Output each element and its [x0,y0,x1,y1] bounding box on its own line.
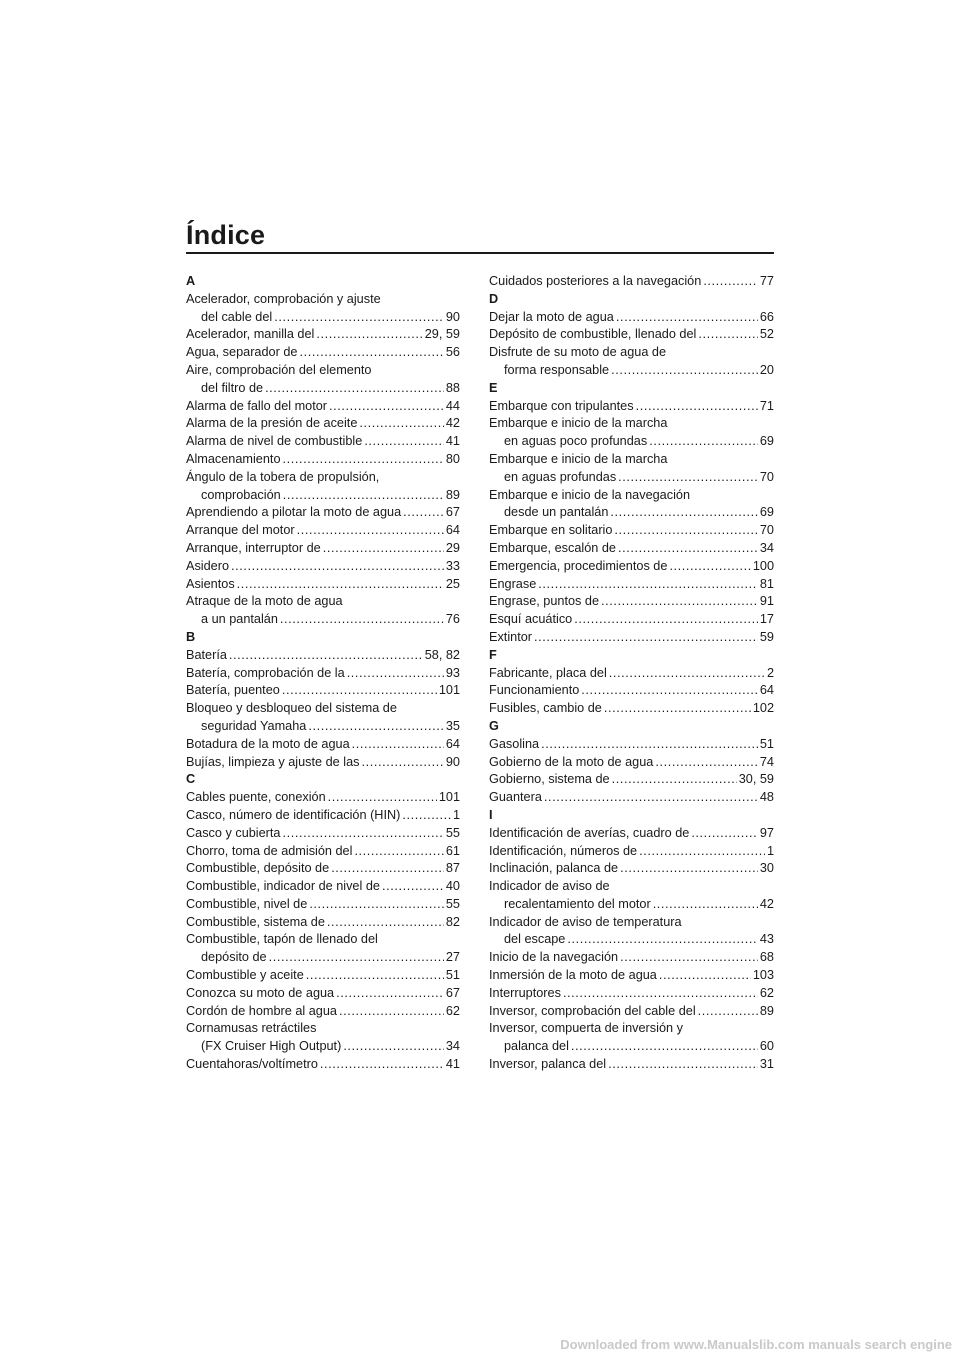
index-page-number: 87 [445,861,460,876]
index-page-number: 101 [438,790,460,805]
index-entry-text: Inversor, comprobación del cable del [489,1003,696,1018]
leader-dots [265,380,444,398]
leader-dots [618,469,758,487]
index-entry-text: Combustible y aceite [186,968,304,983]
index-entry [489,949,774,967]
index-entry-text: Emergencia, procedimientos de [489,558,668,573]
index-entry-text: Gobierno de la moto de agua [489,754,654,769]
leader-dots [299,344,443,362]
index-page-number: 71 [759,398,774,413]
index-entry-heading: Acelerador, comprobación y ajuste [186,291,381,306]
index-entry [489,1003,774,1021]
index-entry [186,896,460,914]
leader-dots [608,1056,758,1074]
index-entry [489,843,774,861]
index-entry-text: Agua, separador de [186,345,298,360]
index-entry [186,504,460,522]
index-entry-text: Engrase [489,576,537,591]
index-entry-text: Combustible, depósito de [186,861,330,876]
index-page-number: 88 [445,380,460,395]
index-entry-text: Cuidados posteriores a la navegación [489,274,702,288]
index-entry-text: Gobierno, sistema de [489,772,610,787]
index-entry [186,825,460,843]
index-entry-text: depósito de [201,950,267,965]
title-rule [186,252,774,254]
index-entry-text: palanca del [504,1039,569,1054]
index-page-number: 27 [445,950,460,965]
index-page-number: 76 [445,612,460,627]
index-entry [489,433,774,451]
leader-dots [618,540,758,558]
leader-dots [231,558,444,576]
index-page-number: 102 [752,701,774,716]
index-entry [489,1056,774,1074]
index-entry-heading: Embarque e inicio de la marcha [489,451,668,466]
leader-dots [691,825,758,843]
index-entry [186,647,460,665]
leader-dots [283,487,444,505]
index-entry [489,309,774,327]
index-letter-heading: C [186,772,196,787]
leader-dots [659,967,751,985]
leader-dots [541,736,758,754]
index-entry-text: Aprendiendo a pilotar la moto de agua [186,505,402,520]
leader-dots [339,1003,444,1021]
index-page-number: 67 [445,505,460,520]
leader-dots [280,611,444,629]
index-entry [489,789,774,807]
index-entry-heading: Inversor, compuerta de inversión y [489,1021,683,1036]
index-letter-heading: D [489,291,499,306]
leader-dots [403,504,444,522]
leader-dots [359,415,443,433]
index-entry-text: Alarma de fallo del motor [186,398,328,413]
leader-dots [609,665,765,683]
page-title: Índice [186,220,266,250]
index-page-number: 17 [759,612,774,627]
index-entry [489,522,774,540]
index-page-number: 55 [445,825,460,840]
index-entry-text: Identificación de averías, cuadro de [489,825,690,840]
index-entry [186,398,460,416]
leader-dots [306,967,444,985]
leader-dots [611,362,758,380]
index-page-number: 31 [759,1057,774,1072]
leader-dots [571,1038,758,1056]
index-entry [489,825,774,843]
index-entry-text: (FX Cruiser High Output) [201,1039,342,1054]
leader-dots [283,825,444,843]
index-page-number: 74 [759,754,774,769]
index-entry-text: Identificación, números de [489,843,638,858]
leader-dots [274,309,444,327]
index-page-number: 64 [445,523,460,538]
index-page-number: 91 [759,594,774,609]
index-entry [186,967,460,985]
index-page-number: 70 [759,523,774,538]
index-page-number: 51 [759,736,774,751]
index-entry [489,576,774,594]
index-letter-heading: F [489,647,497,662]
index-entry [489,860,774,878]
index-entry-text: Batería [186,647,227,662]
index-entry-text: Conozca su moto de agua [186,985,335,1000]
index-entry-text: Dejar la moto de agua [489,309,614,324]
index-page-number: 64 [759,683,774,698]
index-entry-text: Bujías, limpieza y ajuste de las [186,754,360,769]
leader-dots [309,896,444,914]
index-entry-text: Guantera [489,790,542,805]
index-page-number: 42 [759,896,774,911]
index-entry-text: Batería, comprobación de la [186,665,345,680]
index-entry-text: Casco, número de identificación (HIN) [186,807,401,822]
index-page-number: 82 [445,914,460,929]
index-page-number: 56 [445,345,460,360]
leader-dots [331,860,444,878]
index-entry [186,665,460,683]
index-entry [489,469,774,487]
index-entry-heading: Atraque de la moto de agua [186,594,343,609]
leader-dots [282,682,437,700]
index-page-number: 34 [759,540,774,555]
index-entry-text: Botadura de la moto de agua [186,736,350,751]
index-entry [186,558,460,576]
leader-dots [534,629,758,647]
leader-dots [544,789,758,807]
index-entry-text: Fusibles, cambio de [489,701,602,716]
index-entry [489,593,774,611]
leader-dots [352,736,444,754]
index-entry-text: del cable del [201,309,273,324]
index-entry [186,326,460,344]
index-page-number: 66 [759,309,774,324]
index-entry [186,1038,460,1056]
index-entry [489,771,774,789]
index-page-number: 59 [759,629,774,644]
index-page-number: 64 [445,736,460,751]
index-entry-text: Funcionamiento [489,683,580,698]
leader-dots [563,985,758,1003]
index-page-number: 103 [752,968,774,983]
index-page-number: 77 [759,274,774,288]
leader-dots [323,540,444,558]
index-entry [186,949,460,967]
index-entry-text: Engrase, puntos de [489,594,600,609]
leader-dots [320,1056,444,1074]
index-entry-heading: Embarque e inicio de la marcha [489,416,668,431]
leader-dots [382,878,444,896]
index-entry-text: desde un pantalán [504,505,609,520]
index-letter-heading: A [186,274,196,288]
index-entry-text: Casco y cubierta [186,825,281,840]
leader-dots [581,682,758,700]
index-entry [489,362,774,380]
index-page-number: 61 [445,843,460,858]
index-page-number: 60 [759,1039,774,1054]
index-entry [186,878,460,896]
leader-dots [343,1038,444,1056]
index-page-number: 51 [445,968,460,983]
leader-dots [698,326,758,344]
index-page-number: 93 [445,665,460,680]
index-page-number: 1 [766,843,774,858]
index-entry-text: Asidero [186,558,230,573]
leader-dots [402,807,451,825]
index-page-number: 40 [445,879,460,894]
footer-watermark: Downloaded from www.Manualslib.com manuals search engine [560,1337,952,1352]
leader-dots [703,273,758,291]
index-entry [186,754,460,772]
index-entry [489,540,774,558]
index-page-number: 100 [752,558,774,573]
index-entry-text: Batería, puenteo [186,683,280,698]
index-entry-text: Esquí acuático [489,612,573,627]
leader-dots [604,700,751,718]
index-entry-text: Depósito de combustible, llenado del [489,327,697,342]
index-page-number: 90 [445,309,460,324]
index-entry [186,415,460,433]
index-entry-heading: Disfrute de su moto de agua de [489,345,667,360]
index-entry-text: Inversor, palanca del [489,1057,607,1072]
index-entry-text: Alarma de nivel de combustible [186,434,363,449]
index-entry-text: comprobación [201,487,281,502]
index-entry-text: Chorro, toma de admisión del [186,843,353,858]
index-entry-text: seguridad Yamaha [201,718,307,733]
leader-dots [614,522,757,540]
leader-dots [610,504,757,522]
index-entry [186,736,460,754]
leader-dots [669,558,750,576]
index-page-number: 52 [759,327,774,342]
index-entry-text: Embarque con tripulantes [489,398,634,413]
index-page-number: 89 [759,1003,774,1018]
index-page-number: 33 [445,558,460,573]
index-entry-heading: Indicador de aviso de temperatura [489,914,682,929]
index-page-number: 30, 59 [738,772,774,787]
leader-dots [567,931,758,949]
index-entry [186,344,460,362]
leader-dots [327,914,444,932]
index-entry [489,558,774,576]
index-entry-text: Embarque en solitario [489,523,613,538]
leader-dots [620,949,758,967]
index-page-number: 34 [445,1039,460,1054]
index-entry-text: del escape [504,932,566,947]
leader-dots [612,771,737,789]
index-entry-text: Arranque del motor [186,523,295,538]
index-page-number: 89 [445,487,460,502]
leader-dots [698,1003,758,1021]
leader-dots [336,985,444,1003]
index-entry [489,754,774,772]
index-page-number: 43 [759,932,774,947]
index-entry [489,896,774,914]
index-entry-heading: Combustible, tapón de llenado del [186,932,378,947]
index-entry-text: Interruptores [489,985,561,1000]
index-entry-text: en aguas profundas [504,469,617,484]
index-entry-text: Inclinación, palanca de [489,861,619,876]
index-entry [186,807,460,825]
index-page-number: 62 [759,985,774,1000]
index-entry-text: Acelerador, manilla del [186,327,315,342]
leader-dots [308,718,444,736]
index-entry [489,682,774,700]
index-entry [489,629,774,647]
leader-dots [354,843,443,861]
index-entry-text: a un pantalán [201,612,278,627]
index-entry [186,576,460,594]
index-page-number: 101 [438,683,460,698]
leader-dots [655,754,758,772]
leader-dots [653,896,758,914]
index-page-number: 70 [759,469,774,484]
index-entry-text: Asientos [186,576,235,591]
index-page-number: 20 [759,362,774,377]
index-entry-heading: Bloqueo y desbloqueo del sistema de [186,701,397,716]
leader-dots [364,433,444,451]
index-page-number: 44 [445,398,460,413]
leader-dots [601,593,758,611]
index-page-number: 69 [759,505,774,520]
index-entry [489,273,774,291]
index-page-number: 29, 59 [424,327,460,342]
leader-dots [229,647,423,665]
index-page-number: 25 [445,576,460,591]
index-letter-heading: E [489,380,498,395]
index-entry-heading: Indicador de aviso de [489,879,610,894]
index-entry [186,309,460,327]
index-entry [186,380,460,398]
index-page-number: 90 [445,754,460,769]
index-entry [186,487,460,505]
index-entry-heading: Embarque e inicio de la navegación [489,487,691,502]
leader-dots [347,665,444,683]
index-page-number: 30 [759,861,774,876]
index-entry [186,1003,460,1021]
leader-dots [316,326,422,344]
index-entry [186,433,460,451]
index-letter-heading: I [489,807,493,822]
leader-dots [329,398,444,416]
index-entry [489,931,774,949]
index-entry-text: recalentamiento del motor [504,896,651,911]
index-entry [186,914,460,932]
index-entry-text: forma responsable [504,362,610,377]
index-entry [186,451,460,469]
index-entry-text: Inmersión de la moto de agua [489,968,657,983]
index-entry-text: del filtro de [201,380,264,395]
index-page-number: 41 [445,434,460,449]
index-entry [186,682,460,700]
index-entry-text: en aguas poco profundas [504,434,648,449]
index-entry [186,611,460,629]
index-entry [489,398,774,416]
index-entry-text: Fabricante, placa del [489,665,607,680]
index-entry [489,985,774,1003]
index-entry [489,504,774,522]
index-entry [489,967,774,985]
index-entry-text: Almacenamiento [186,451,281,466]
leader-dots [649,433,758,451]
leader-dots [636,398,758,416]
index-entry [489,736,774,754]
index-entry-heading: Aire, comprobación del elemento [186,362,372,377]
index-entry-text: Arranque, interruptor de [186,540,321,555]
leader-dots [361,754,443,772]
index-entry-text: Extintor [489,629,533,644]
index-entry-heading: Cornamusas retráctiles [186,1021,317,1036]
index-page-number: 35 [445,718,460,733]
index-page-number: 80 [445,451,460,466]
index-page-number: 67 [445,985,460,1000]
index-entry-text: Combustible, nivel de [186,896,308,911]
index-page-number: 68 [759,950,774,965]
index-entry [186,718,460,736]
index-page-number: 55 [445,896,460,911]
index-entry [489,326,774,344]
index-entry-text: Combustible, sistema de [186,914,325,929]
index-page-number: 81 [759,576,774,591]
index-entry [489,665,774,683]
leader-dots [620,860,758,878]
leader-dots [237,576,444,594]
index-entry-text: Combustible, indicador de nivel de [186,879,380,894]
index-letter-heading: G [489,718,499,733]
leader-dots [283,451,444,469]
leader-dots [297,522,444,540]
index-entry [186,985,460,1003]
index-entry [186,1056,460,1074]
index-page-number: 69 [759,434,774,449]
index-entry [489,700,774,718]
index-page-number: 41 [445,1057,460,1072]
index-page-number: 62 [445,1003,460,1018]
index-entry-text: Cables puente, conexión [186,790,326,805]
index-entry-text: Alarma de la presión de aceite [186,416,358,431]
index-entry-heading: Ángulo de la tobera de propulsión, [186,469,380,484]
index-entry-text: Cuentahoras/voltímetro [186,1057,318,1072]
index-entry [186,860,460,878]
index-entry-text: Inicio de la navegación [489,950,619,965]
index-letter-heading: B [186,629,196,644]
index-entry [186,843,460,861]
index-page-number: 29 [445,540,460,555]
index-column-left [186,273,460,1074]
index-page-number: 97 [759,825,774,840]
index-entry [186,789,460,807]
index-entry-text: Embarque, escalón de [489,540,616,555]
index-entry [186,522,460,540]
index-page-number: 1 [452,807,460,822]
index-entry-text: Cordón de hombre al agua [186,1003,337,1018]
index-page-number: 58, 82 [424,647,460,662]
leader-dots [574,611,758,629]
leader-dots [616,309,758,327]
index-entry [186,540,460,558]
leader-dots [538,576,758,594]
leader-dots [269,949,444,967]
index-page-number: 48 [759,790,774,805]
leader-dots [328,789,437,807]
index-entry-text: Gasolina [489,736,540,751]
index-page-number: 2 [766,665,774,680]
leader-dots [639,843,765,861]
index-entry [489,1038,774,1056]
index-entry [489,611,774,629]
index-column-right [489,273,774,1074]
index-page-number: 42 [445,416,460,431]
